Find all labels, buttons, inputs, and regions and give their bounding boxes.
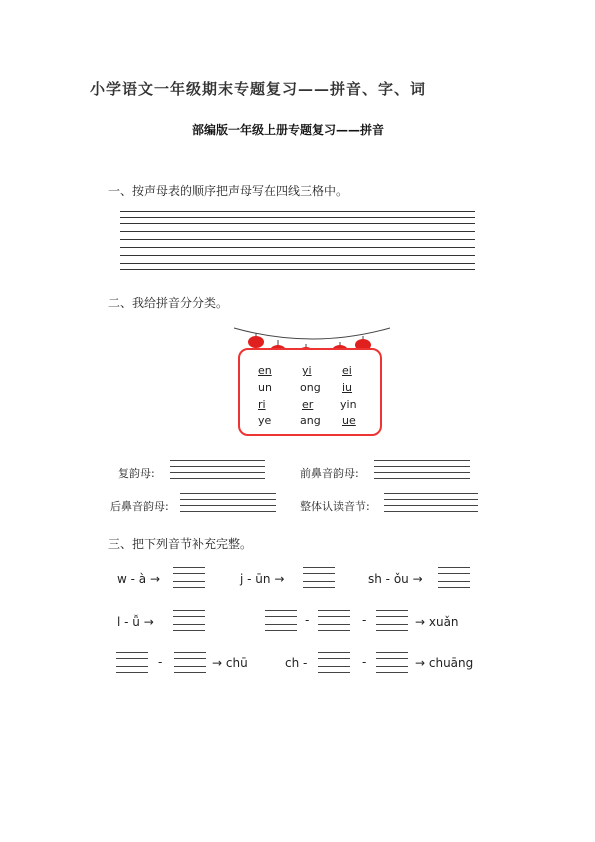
answer-blank-fuyunmu[interactable] (170, 458, 265, 482)
answer-blank[interactable] (173, 608, 205, 632)
syllable: ue (342, 414, 356, 427)
syllable: er (302, 398, 314, 411)
dash: - (362, 655, 367, 669)
answer-blank[interactable] (318, 650, 350, 674)
expr-sh-ou: sh - ǒu → (368, 572, 423, 586)
syllable: iu (342, 381, 353, 394)
label-zhengti: 整体认读音节: (300, 500, 370, 513)
answer-blank-zhengti[interactable] (384, 491, 478, 515)
expr-w-a: w - à → (117, 572, 160, 586)
label-houbiyin: 后鼻音韵母: (110, 500, 169, 513)
section-subtitle: 部编版一年级上册专题复习——拼音 (192, 123, 385, 137)
expr-chuang: → chuāng (415, 656, 474, 670)
label-qianbiyin: 前鼻音韵母: (300, 467, 359, 480)
answer-blank[interactable] (116, 650, 148, 674)
expr-chu: → chū (212, 656, 248, 670)
answer-blank[interactable] (174, 650, 206, 674)
answer-blank-qianbiyin[interactable] (374, 458, 470, 482)
answer-blank[interactable] (438, 565, 470, 589)
answer-blank[interactable] (265, 608, 297, 632)
syllable: un (258, 381, 272, 394)
answer-blank[interactable] (318, 608, 350, 632)
answer-blank[interactable] (376, 608, 408, 632)
four-line-grid (120, 211, 475, 271)
syllable: ong (300, 381, 321, 394)
label-fuyunmu: 复韵母: (118, 467, 155, 480)
answer-blank[interactable] (303, 565, 335, 589)
syllable: yin (340, 398, 357, 411)
section1-title: 一、按声母表的顺序把声母写在四线三格中。 (108, 184, 349, 198)
document-title: 小学语文一年级期末专题复习——拼音、字、词 (90, 80, 427, 98)
expr-j-un: j - ūn → (240, 572, 285, 586)
expr-xuan: → xuǎn (415, 615, 459, 629)
syllable: ang (300, 414, 321, 427)
section3-title: 三、把下列音节补充完整。 (108, 537, 253, 551)
dash: - (362, 613, 367, 627)
syllable-card (238, 348, 382, 436)
dash: - (305, 613, 310, 627)
syllable: ri (258, 398, 266, 411)
expr-ch: ch - (285, 656, 308, 670)
syllable: ye (258, 414, 272, 427)
expr-l-u: l - ǚ → (117, 615, 154, 629)
section2-title: 二、我给拼音分分类。 (108, 296, 229, 310)
syllable: en (258, 364, 272, 377)
dash: - (158, 655, 163, 669)
answer-blank-houbiyin[interactable] (180, 491, 276, 515)
syllable: ei (342, 364, 352, 377)
answer-blank[interactable] (376, 650, 408, 674)
syllable: yi (302, 364, 312, 377)
answer-blank[interactable] (173, 565, 205, 589)
